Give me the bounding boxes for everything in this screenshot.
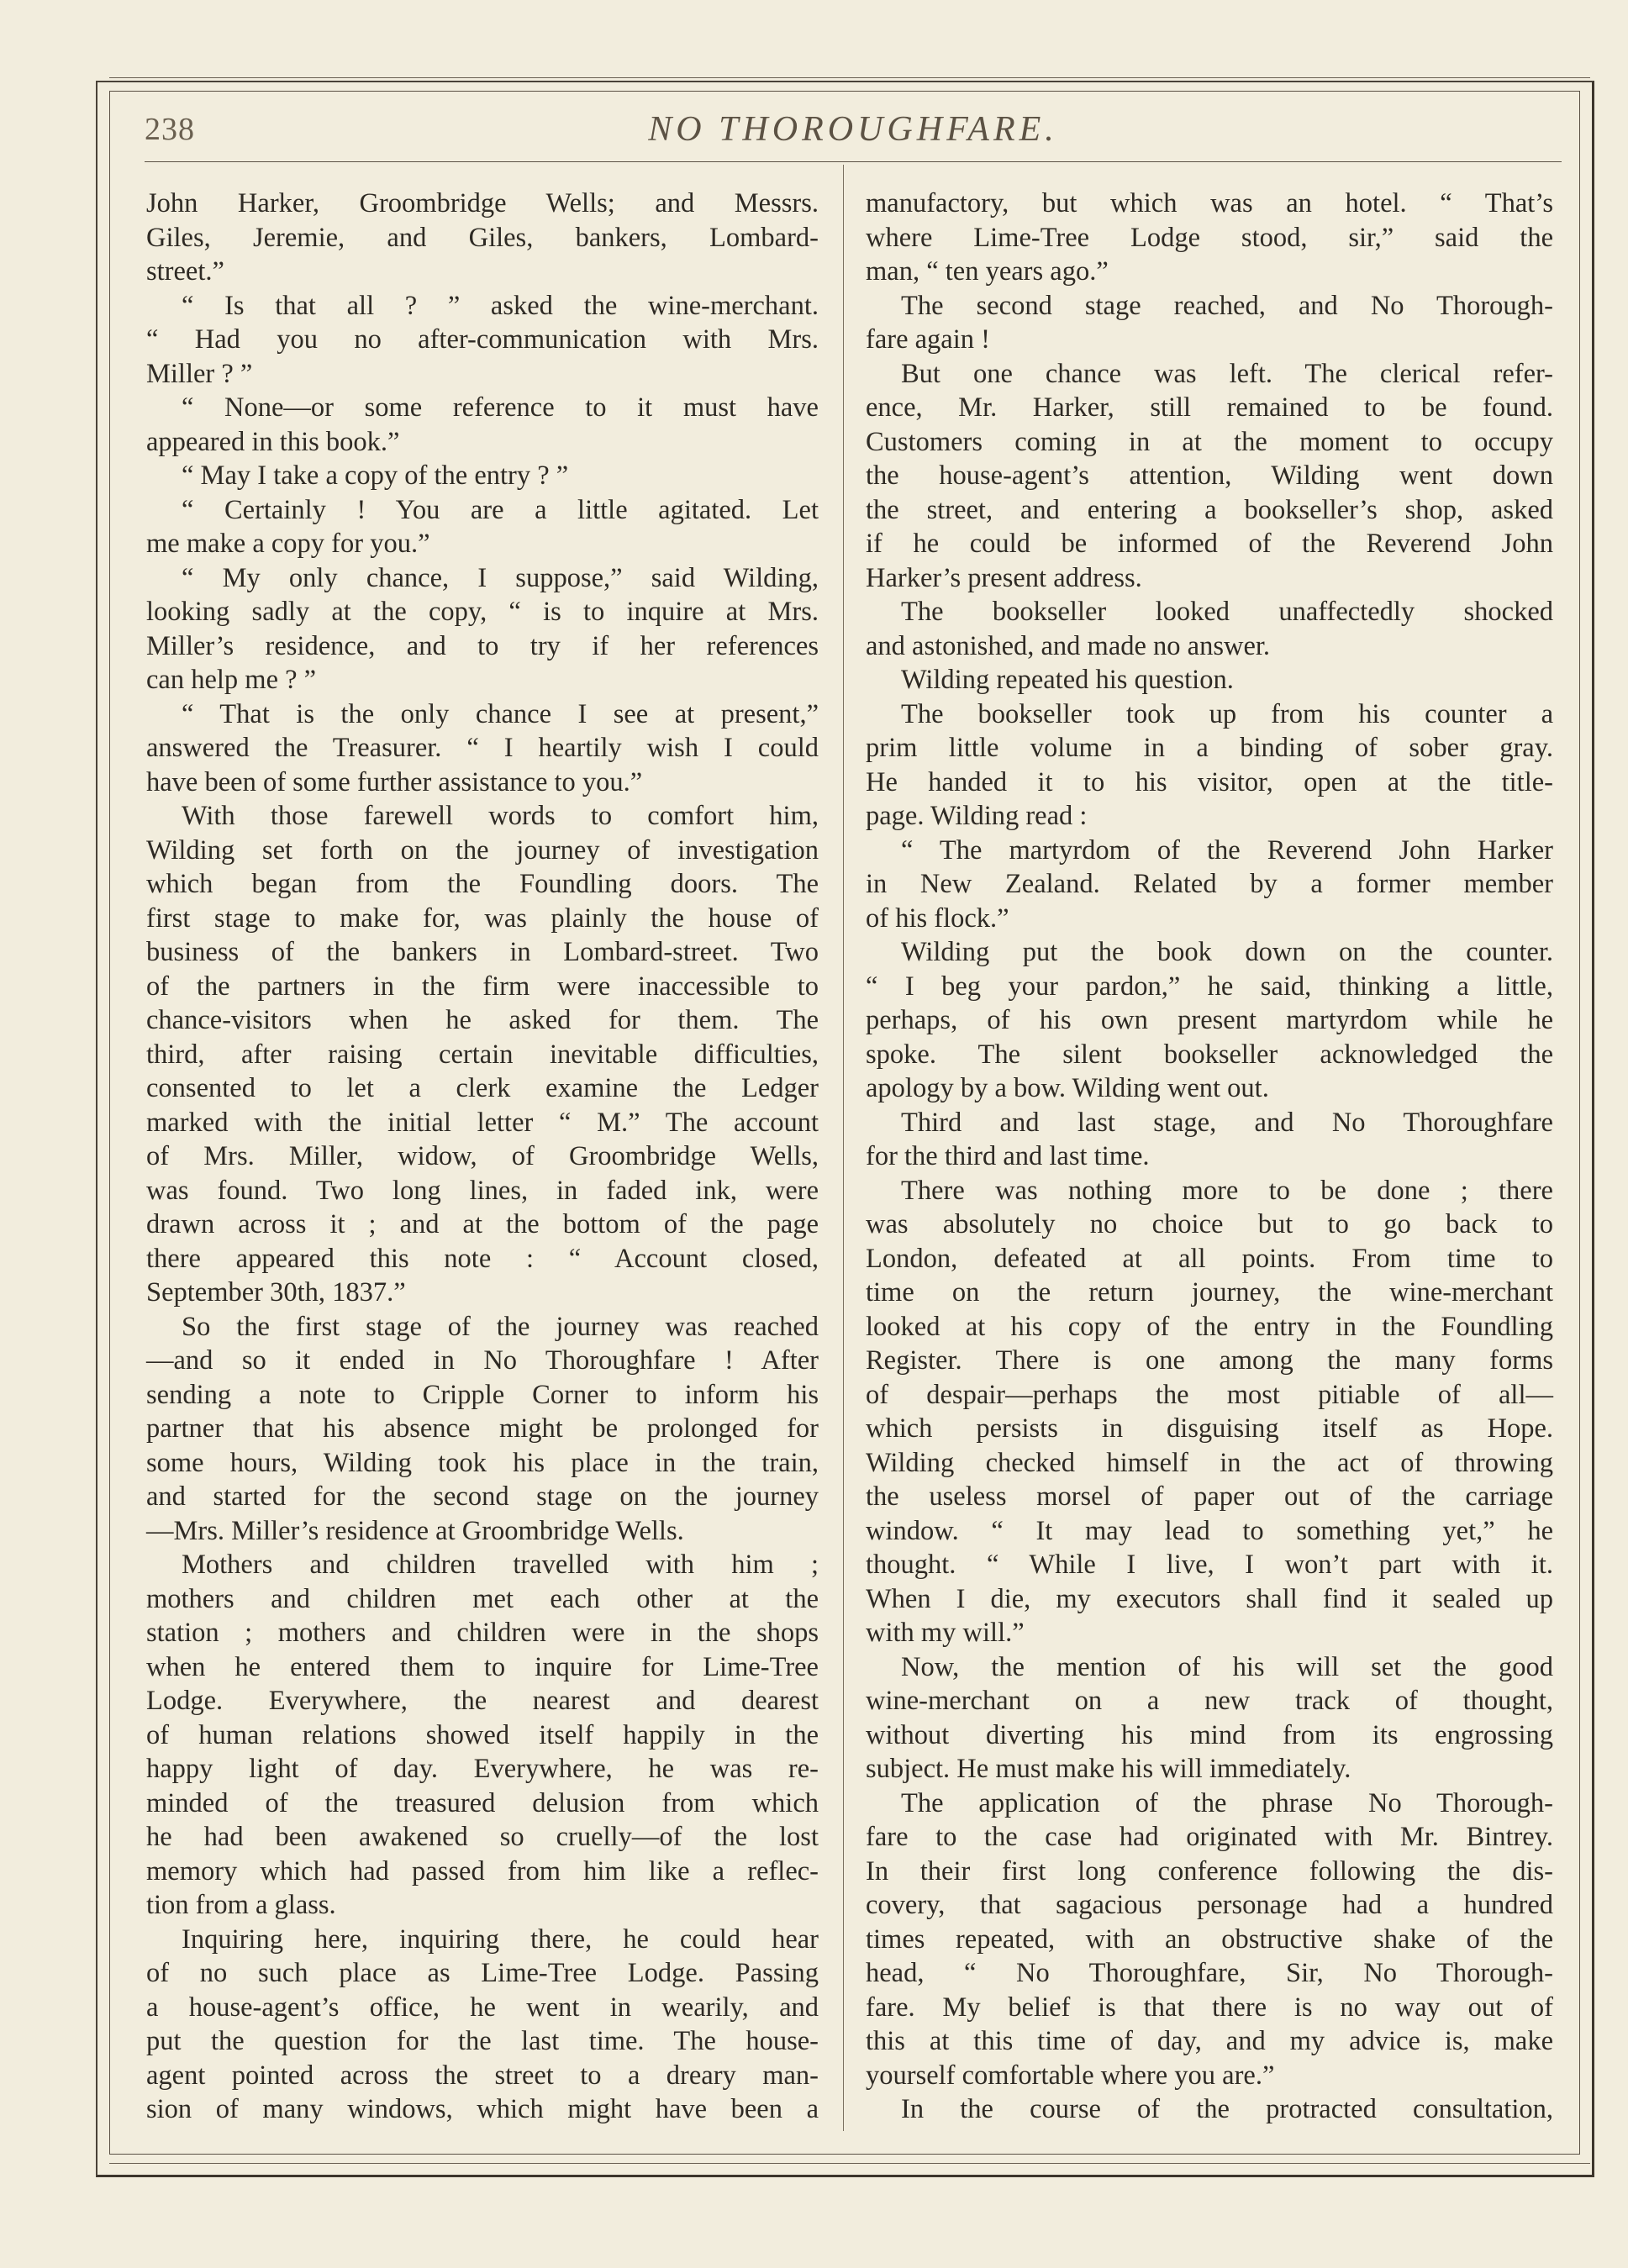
text-line: if he could be informed of the Reverend John <box>866 529 1553 559</box>
text-line: this at this time of day, and my advice is, make <box>866 2026 1553 2056</box>
text-line: subject. He must make his will immediately. <box>866 1754 1351 1784</box>
column-divider <box>843 165 844 2131</box>
text-line: sion of many windows, which might have been a <box>146 2094 819 2124</box>
text-line: page. Wilding read : <box>866 801 1088 831</box>
text-line: of Mrs. Miller, widow, of Groombridge Wells, <box>146 1141 819 1171</box>
text-line: station ; mothers and children were in the shops <box>146 1618 819 1648</box>
text-line: window. “ It may lead to something yet,” he <box>866 1515 1553 1546</box>
text-line: third, after raising certain inevitable difficulties, <box>146 1039 819 1070</box>
text-line: The second stage reached, and No Thorough- <box>901 290 1553 321</box>
text-line: Register. There is one among the many forms <box>866 1345 1553 1376</box>
text-line: But one chance was left. The clerical refer- <box>901 358 1553 389</box>
text-line: “ I beg your pardon,” he said, thinking a little, <box>866 971 1553 1002</box>
text-line: yourself comfortable where you are.” <box>866 2060 1275 2091</box>
text-line: of human relations showed itself happily in the <box>146 1719 819 1750</box>
text-line: drawn across it ; and at the bottom of the page <box>146 1209 819 1239</box>
page-header <box>145 109 1562 160</box>
text-line: September 30th, 1837.” <box>146 1277 406 1308</box>
text-line: fare to the case had originated with Mr. Bintrey. <box>866 1822 1553 1852</box>
text-line: looking sadly at the copy, “ is to inquire at Mrs. <box>146 597 819 627</box>
text-line: street.” <box>146 256 224 287</box>
text-line: head, “ No Thoroughfare, Sir, No Thorough- <box>866 1958 1553 1988</box>
text-line: the useless morsel of paper out of the carriage <box>866 1481 1553 1512</box>
text-line: —and so it ended in No Thoroughfare ! After <box>146 1345 819 1376</box>
text-line: Miller’s residence, and to try if her references <box>146 630 819 661</box>
text-line: Third and last stage, and No Thoroughfare <box>901 1107 1553 1138</box>
text-line: When I die, my executors shall find it sealed up <box>866 1583 1553 1614</box>
text-line: and started for the second stage on the journey <box>146 1481 819 1512</box>
text-line: agent pointed across the street to a dreary man- <box>146 2060 819 2091</box>
text-line: was found. Two long lines, in faded ink, were <box>146 1175 819 1206</box>
text-line: Harker’s present address. <box>866 562 1142 593</box>
text-line: of despair—perhaps the most pitiable of all— <box>866 1379 1553 1410</box>
text-line: with my will.” <box>866 1618 1025 1648</box>
text-line: without diverting his mind from its engrossing <box>866 1719 1553 1750</box>
text-line: perhaps, of his own present martyrdom while he <box>866 1005 1553 1035</box>
text-line: where Lime-Tree Lodge stood, sir,” said the <box>866 222 1553 253</box>
text-line: a house-agent’s office, he went in wearily, and <box>146 1992 819 2023</box>
text-line: chance-visitors when he asked for them. The <box>146 1005 819 1035</box>
bottom-border-rule <box>109 2163 1590 2164</box>
text-line: looked at his copy of the entry in the Foundling <box>866 1311 1553 1342</box>
text-line: of no such place as Lime-Tree Lodge. Passing <box>146 1958 819 1988</box>
text-line: business of the bankers in Lombard-street. Two <box>146 937 819 967</box>
text-line: “ Had you no after-communication with Mrs. <box>146 324 819 355</box>
text-line: appeared in this book.” <box>146 426 400 457</box>
text-line: Customers coming in at the moment to occupy <box>866 426 1553 457</box>
text-line: The bookseller took up from his counter a <box>901 698 1553 729</box>
text-line: memory which had passed from him like a reflec- <box>146 1855 819 1886</box>
text-line: the street, and entering a bookseller’s shop, asked <box>866 494 1553 525</box>
text-line: manufactory, but which was an hotel. “ That’s <box>866 188 1553 218</box>
text-line: covery, that sagacious personage had a hundred <box>866 1890 1553 1920</box>
text-line: Miller ? ” <box>146 358 253 389</box>
top-border-rule <box>109 77 1590 78</box>
text-line: There was nothing more to be done ; there <box>901 1175 1553 1206</box>
text-line: In their first long conference following the dis- <box>866 1855 1553 1886</box>
text-line: man, “ ten years ago.” <box>866 256 1109 287</box>
text-line: “ Is that all ? ” asked the wine-merchant. <box>182 290 819 321</box>
text-line: wine-merchant on a new track of thought, <box>866 1686 1553 1716</box>
text-line: mothers and children met each other at the <box>146 1583 819 1614</box>
text-line: answered the Treasurer. “ I heartily wish I could <box>146 733 819 763</box>
text-line: of the partners in the firm were inaccessible to <box>146 971 819 1002</box>
text-line: The application of the phrase No Thorough- <box>901 1787 1553 1818</box>
text-line: and astonished, and made no answer. <box>866 630 1271 661</box>
text-line: tion from a glass. <box>146 1890 336 1920</box>
text-line: —Mrs. Miller’s residence at Groombridge Wells. <box>146 1515 684 1546</box>
text-line: apology by a bow. Wilding went out. <box>866 1073 1269 1103</box>
text-line: times repeated, with an obstructive shake of the <box>866 1923 1553 1955</box>
text-line: consented to let a clerk examine the Ledger <box>146 1073 819 1103</box>
text-line: time on the return journey, the wine-merchant <box>866 1277 1553 1308</box>
text-line: me make a copy for you.” <box>146 529 430 559</box>
text-line: “ My only chance, I suppose,” said Wilding, <box>182 562 819 593</box>
running-title: NO THOROUGHFARE. <box>648 110 1058 149</box>
text-line: Lodge. Everywhere, the nearest and dearest <box>146 1686 819 1716</box>
text-line: So the first stage of the journey was reached <box>182 1311 819 1342</box>
header-rule <box>145 161 1562 162</box>
right-text-column <box>866 187 1553 2127</box>
text-line: can help me ? ” <box>146 665 317 695</box>
text-line: sending a note to Cripple Corner to inform his <box>146 1379 819 1410</box>
text-line: spoke. The silent bookseller acknowledged the <box>866 1039 1553 1070</box>
text-line: there appeared this note : “ Account closed, <box>146 1243 819 1274</box>
text-line: “ That is the only chance I see at present,” <box>182 698 819 729</box>
text-line: in New Zealand. Related by a former member <box>866 869 1553 899</box>
text-line: Wilding checked himself in the act of throwing <box>866 1447 1553 1478</box>
text-line: The bookseller looked unaffectedly shocked <box>901 597 1553 627</box>
text-line: some hours, Wilding took his place in the train, <box>146 1447 819 1478</box>
text-line: for the third and last time. <box>866 1141 1150 1171</box>
text-line: John Harker, Groombridge Wells; and Messrs. <box>146 188 819 218</box>
text-line: “ The martyrdom of the Reverend John Harker <box>901 834 1553 866</box>
text-line: “ None—or some reference to it must have <box>182 392 819 423</box>
text-line: first stage to make for, was plainly the house of <box>146 902 819 934</box>
text-line: was absolutely no choice but to go back to <box>866 1209 1553 1239</box>
text-line: when he entered them to inquire for Lime-Tree <box>146 1651 819 1682</box>
text-line: Mothers and children travelled with him ; <box>182 1550 819 1580</box>
text-line: fare again ! <box>866 324 990 355</box>
page-number: 238 <box>145 112 195 147</box>
text-line: have been of some further assistance to you.” <box>146 766 643 797</box>
text-line: prim little volume in a binding of sober gray. <box>866 733 1553 763</box>
text-line: With those farewell words to comfort him, <box>182 801 819 831</box>
text-line: London, defeated at all points. From time to <box>866 1243 1553 1274</box>
text-line: thought. “ While I live, I won’t part with it. <box>866 1550 1553 1580</box>
text-line: Wilding repeated his question. <box>901 665 1234 695</box>
text-line: which persists in disguising itself as Hope. <box>866 1413 1553 1444</box>
text-line: ence, Mr. Harker, still remained to be found. <box>866 392 1553 423</box>
text-line: happy light of day. Everywhere, he was re- <box>146 1754 819 1784</box>
left-text-column <box>146 187 819 2127</box>
text-line: Giles, Jeremie, and Giles, bankers, Lombard- <box>146 222 819 253</box>
text-line: put the question for the last time. The house- <box>146 2026 819 2056</box>
text-line: In the course of the protracted consultation, <box>901 2094 1553 2124</box>
text-line: He handed it to his visitor, open at the title- <box>866 766 1553 797</box>
text-line: the house-agent’s attention, Wilding went down <box>866 460 1553 491</box>
text-line: which began from the Foundling doors. The <box>146 869 819 899</box>
text-line: Wilding put the book down on the counter. <box>901 937 1553 967</box>
text-line: he had been awakened so cruelly—of the lost <box>146 1822 819 1852</box>
text-line: Inquiring here, inquiring there, he could hear <box>182 1923 819 1955</box>
text-line: Now, the mention of his will set the good <box>901 1651 1553 1682</box>
text-line: “ May I take a copy of the entry ? ” <box>182 460 569 491</box>
text-line: fare. My belief is that there is no way out of <box>866 1992 1553 2023</box>
text-line: Wilding set forth on the journey of investigation <box>146 834 819 866</box>
text-line: marked with the initial letter “ M.” The account <box>146 1107 819 1138</box>
text-line: of his flock.” <box>866 902 1009 934</box>
text-line: minded of the treasured delusion from which <box>146 1787 819 1818</box>
text-line: partner that his absence might be prolonged for <box>146 1413 819 1444</box>
text-line: “ Certainly ! You are a little agitated. Let <box>182 494 819 525</box>
